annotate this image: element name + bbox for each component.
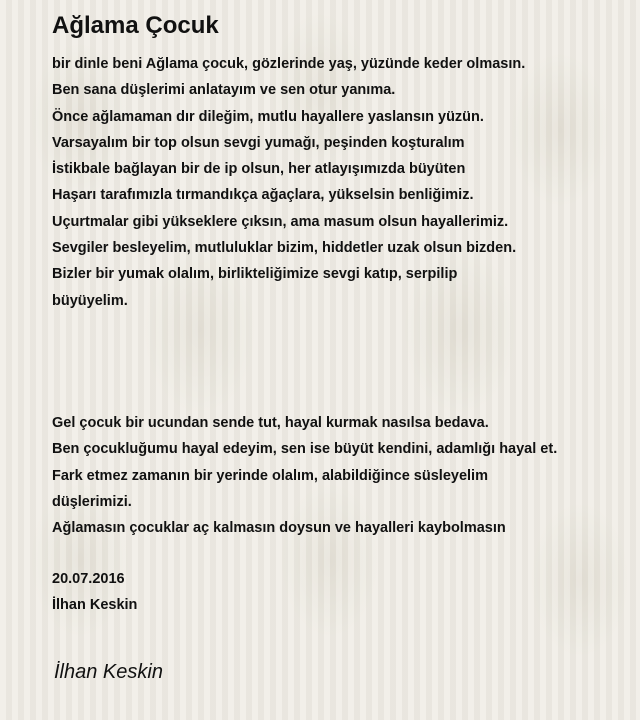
poem-line: Ağlamasın çocuklar aç kalmasın doysun ve hayalleri kaybolmasın <box>52 520 506 537</box>
poem-line: Haşarı tarafımızla tırmandıkça ağaçlara, yükselsin benliğimiz. <box>52 187 474 204</box>
poem-line: Fark etmez zamanın bir yerinde olalım, alabildiğince süsleyelim <box>52 467 488 484</box>
poem-title: Ağlama Çocuk <box>52 12 219 39</box>
poem-author: İlhan Keskin <box>52 597 138 614</box>
poem-line: Gel çocuk bir ucundan sende tut, hayal kurmak nasılsa bedava. <box>52 415 489 431</box>
poem-line: Önce ağlamaman dır dileğim, mutlu hayallere yaslansın yüzün. <box>52 108 484 125</box>
poem-line: Uçurtmalar gibi yükseklere çıksın, ama masum olsun hayallerimiz. <box>52 213 509 230</box>
poem-line: büyüyelim. <box>52 292 128 309</box>
poem-line: Varsayalım bir top olsun sevgi yumağı, peşinden koşturalım <box>52 134 465 151</box>
poem-line: düşlerimizi. <box>52 493 132 510</box>
poem-date: 20.07.2016 <box>52 571 125 587</box>
poem-meta <box>52 566 632 619</box>
author-signature: İlhan Keskin <box>54 661 163 683</box>
stanza-2 <box>52 410 632 541</box>
stanza-1 <box>52 51 632 314</box>
poem-line: bir dinle beni Ağlama çocuk, gözlerinde yaş, yüzünde keder olmasın. <box>52 56 526 72</box>
poem-line: Ben çocukluğumu hayal edeyim, sen ise büyüt kendini, adamlığı hayal et. <box>52 441 558 458</box>
poem-line: Ben sana düşlerimi anlatayım ve sen otur yanıma. <box>52 82 396 99</box>
poem-line: Bizler bir yumak olalım, birlikteliğimize sevgi katıp, serpilip <box>52 266 458 283</box>
poem-line: İstikbale bağlayan bir de ip olsun, her atlayışımızda büyüten <box>52 161 466 178</box>
poem-line: Sevgiler besleyelim, mutluluklar bizim, hiddetler uzak olsun bizden. <box>52 240 517 257</box>
